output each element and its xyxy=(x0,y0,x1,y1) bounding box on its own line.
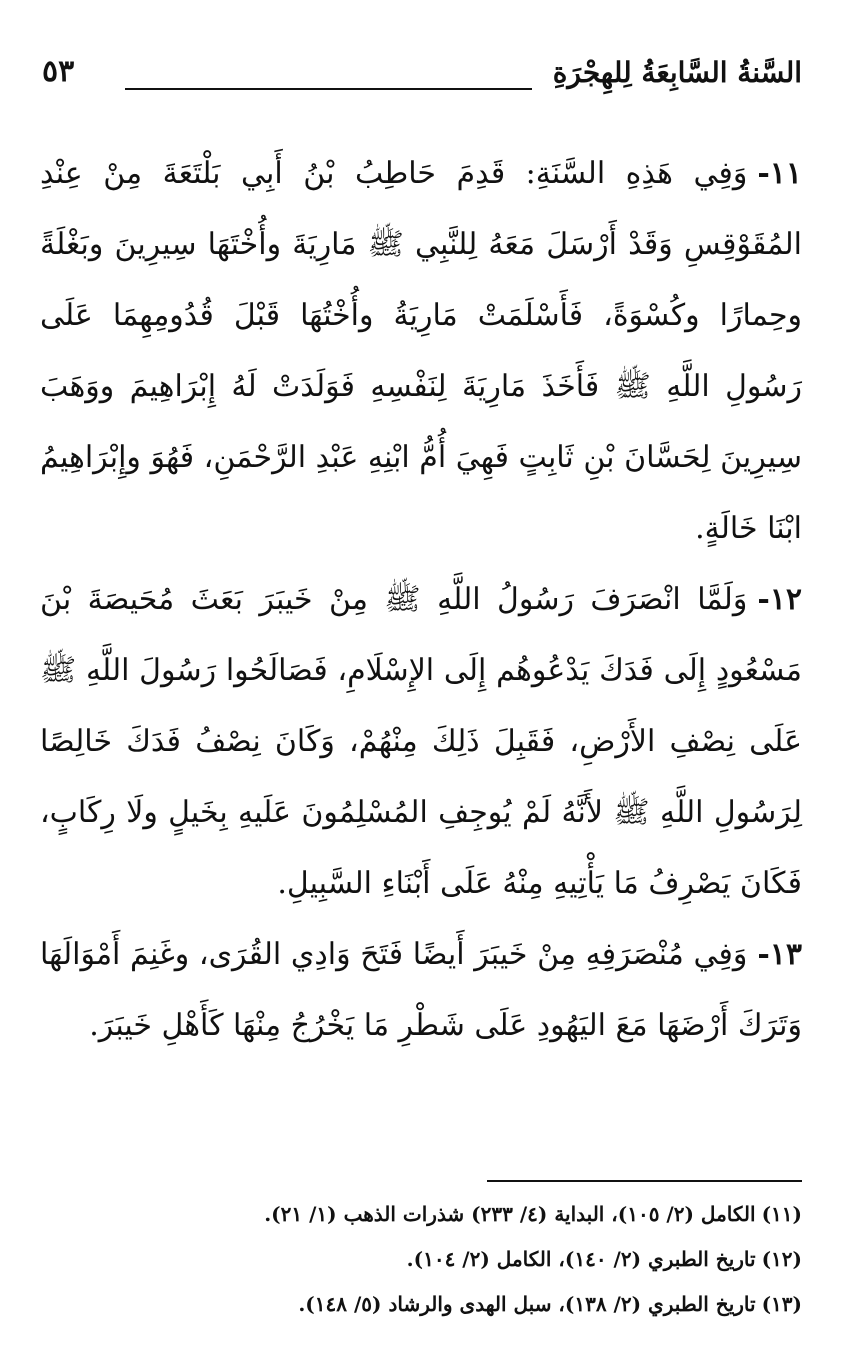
main-text xyxy=(40,138,802,1061)
footnote-number: (١١) xyxy=(761,1202,802,1226)
footnote-12 xyxy=(40,1237,802,1282)
paragraph-13 xyxy=(40,919,802,1061)
footnote-text: تاريخ الطبري (٢/ ١٣٨)، سبل الهدى والرشاد (٥/ ١٤٨). xyxy=(298,1292,756,1316)
header-rule xyxy=(125,88,532,90)
paragraph-11 xyxy=(40,138,802,564)
paragraph-12 xyxy=(40,564,802,919)
page-header xyxy=(30,52,802,102)
footnote-text: تاريخ الطبري (٢/ ١٤٠)، الكامل (٢/ ١٠٤). xyxy=(406,1247,756,1271)
footnote-number: (١٣) xyxy=(761,1292,802,1316)
footnote-text: الكامل (٢/ ١٠٥)، البداية (٤/ ٢٣٣) شذرات الذهب (١/ ٢١). xyxy=(264,1202,756,1226)
paragraph-number: ١٢- xyxy=(757,582,802,617)
paragraph-number: ١١- xyxy=(757,156,802,191)
paragraph-text: وَفِي مُنْصَرَفِهِ مِنْ خَيبَرَ أَيضًا فَتَحَ وَادِي القُرَى، وغَنِمَ أَمْوَالَهَا وَتَرَكَ أَرْضَهَا مَعَ اليَهُودِ عَلَى شَطْرِ مَا يَخْرُجُ مِنْهَا كَأَهْلِ خَيبَرَ. xyxy=(40,937,802,1043)
running-title: السَّنةُ السَّابِعَةُ لِلهِجْرَةِ xyxy=(552,56,802,89)
paragraph-number: ١٣- xyxy=(757,937,802,972)
page-number: ٥٣ xyxy=(42,54,75,89)
paragraph-text: وَلَمَّا انْصَرَفَ رَسُولُ اللَّهِ ﷺ مِنْ خَيبَرَ بَعَثَ مُحَيصَةَ بْنَ مَسْعُودٍ إِلَى فَدَكَ يَدْعُوهُم إِلَى الإِسْلَامِ، فَصَالَحُوا رَسُولَ اللَّهِ ﷺ عَلَى نِصْفِ الأَرْضِ، فَقَبِلَ ذَلِكَ مِنْهُمْ، وَكَانَ نِصْفُ فَدَكَ خَالِصًا لِرَسُولِ اللَّهِ ﷺ لأَنَّهُ لَمْ يُوجِفِ المُسْلِمُونَ عَلَيهِ بِخَيلٍ ولَا رِكَابٍ، فَكَانَ يَصْرِفُ مَا يَأْتِيهِ مِنْهُ عَلَى أَبْنَاءِ السَّبِيلِ. xyxy=(40,582,802,901)
footnotes xyxy=(40,1192,802,1327)
footnote-separator xyxy=(487,1180,802,1182)
footnote-number: (١٢) xyxy=(761,1247,802,1271)
paragraph-text: وَفِي هَذِهِ السَّنَةِ: قَدِمَ حَاطِبُ بْنُ أَبِي بَلْتَعَةَ مِنْ عِنْدِ المُقَوْقِسِ وَقَدْ أَرْسَلَ مَعَهُ لِلنَّبِي ﷺ مَارِيَةَ وأُخْتَهَا سِيرِينَ وبَغْلَةً وحِمارًا وكُسْوَةً، فَأَسْلَمَتْ مَارِيَةُ وأُخْتُهَا قَبْلَ قُدُومِهِمَا عَلَى رَسُولِ اللَّهِ ﷺ فَأَخَذَ مَارِيَةَ لِنَفْسِهِ فَوَلَدَتْ لَهُ إِبْرَاهِيمَ ووَهَبَ سِيرِينَ لِحَسَّانَ بْنِ ثَابِتٍ فَهِيَ أُمُّ ابْنِهِ عَبْدِ الرَّحْمَنِ، فَهُوَ وإِبْرَاهِيمُ ابْنَا خَالَةٍ. xyxy=(40,156,802,546)
footnote-13 xyxy=(40,1282,802,1327)
footnote-11 xyxy=(40,1192,802,1237)
